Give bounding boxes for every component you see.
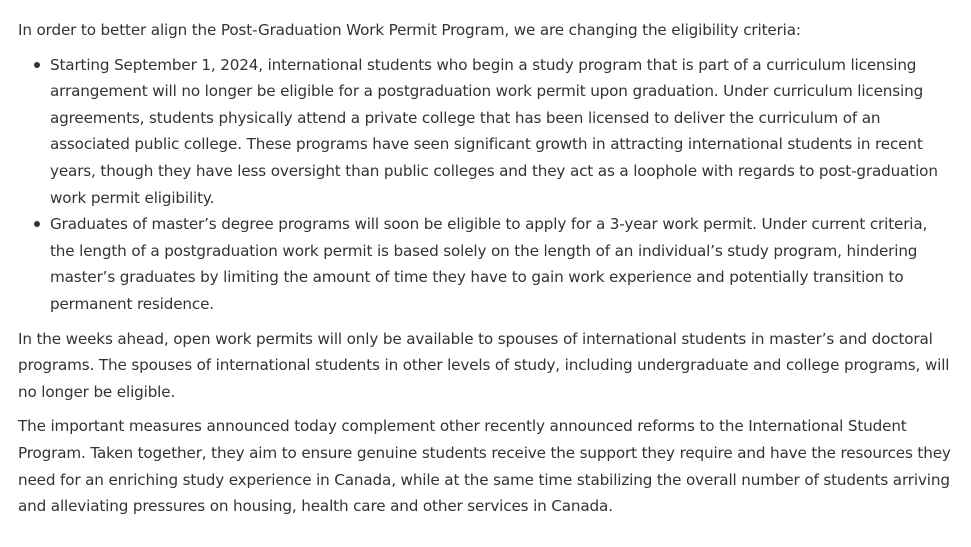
- intro-paragraph: In order to better align the Post-Graduation Work Permit Program, we are changing the eligibility criteria:: [18, 21, 801, 39]
- list-item: [50, 52, 953, 212]
- list-item: [50, 211, 953, 317]
- list-item-text: Starting September 1, 2024, international students who begin a study program that is part of a curriculum licensing arrangement will no longer be eligible for a postgraduation work permit upon graduation. Under curriculum licensing agreements, students physically attend a private college that has been licensed to deliver the curriculum of an associated public college. These programs have seen significant growth in attracting international students in recent years, though they have less oversight than public colleges and they act as a loophole with regards to post-graduation work permit eligibility.: [50, 55, 938, 207]
- eligibility-list: [18, 52, 953, 318]
- spouses-paragraph: In the weeks ahead, open work permits will only be available to spouses of international students in master’s and doctoral programs. The spouses of international students in other levels of study, including undergraduate and college programs, will no longer be eligible.: [18, 329, 950, 401]
- list-item-text: Graduates of master’s degree programs will soon be eligible to apply for a 3-year work permit. Under current criteria, the length of a postgraduation work permit is based solely on the length of an individual’s study program, hindering master’s graduates by limiting the amount of time they have to gain work experience and potentially transition to permanent residence.: [50, 215, 928, 313]
- measures-paragraph: The important measures announced today complement other recently announced reforms to the International Student Program. Taken together, they aim to ensure genuine students receive the support they require and have the resources they need for an enriching study experience in Canada, while at the same time stabilizing the overall number of students arriving and alleviating pressures on housing, health care and other services in Canada.: [18, 417, 951, 516]
- bullet-icon: [34, 62, 40, 68]
- bullet-icon: [34, 221, 40, 227]
